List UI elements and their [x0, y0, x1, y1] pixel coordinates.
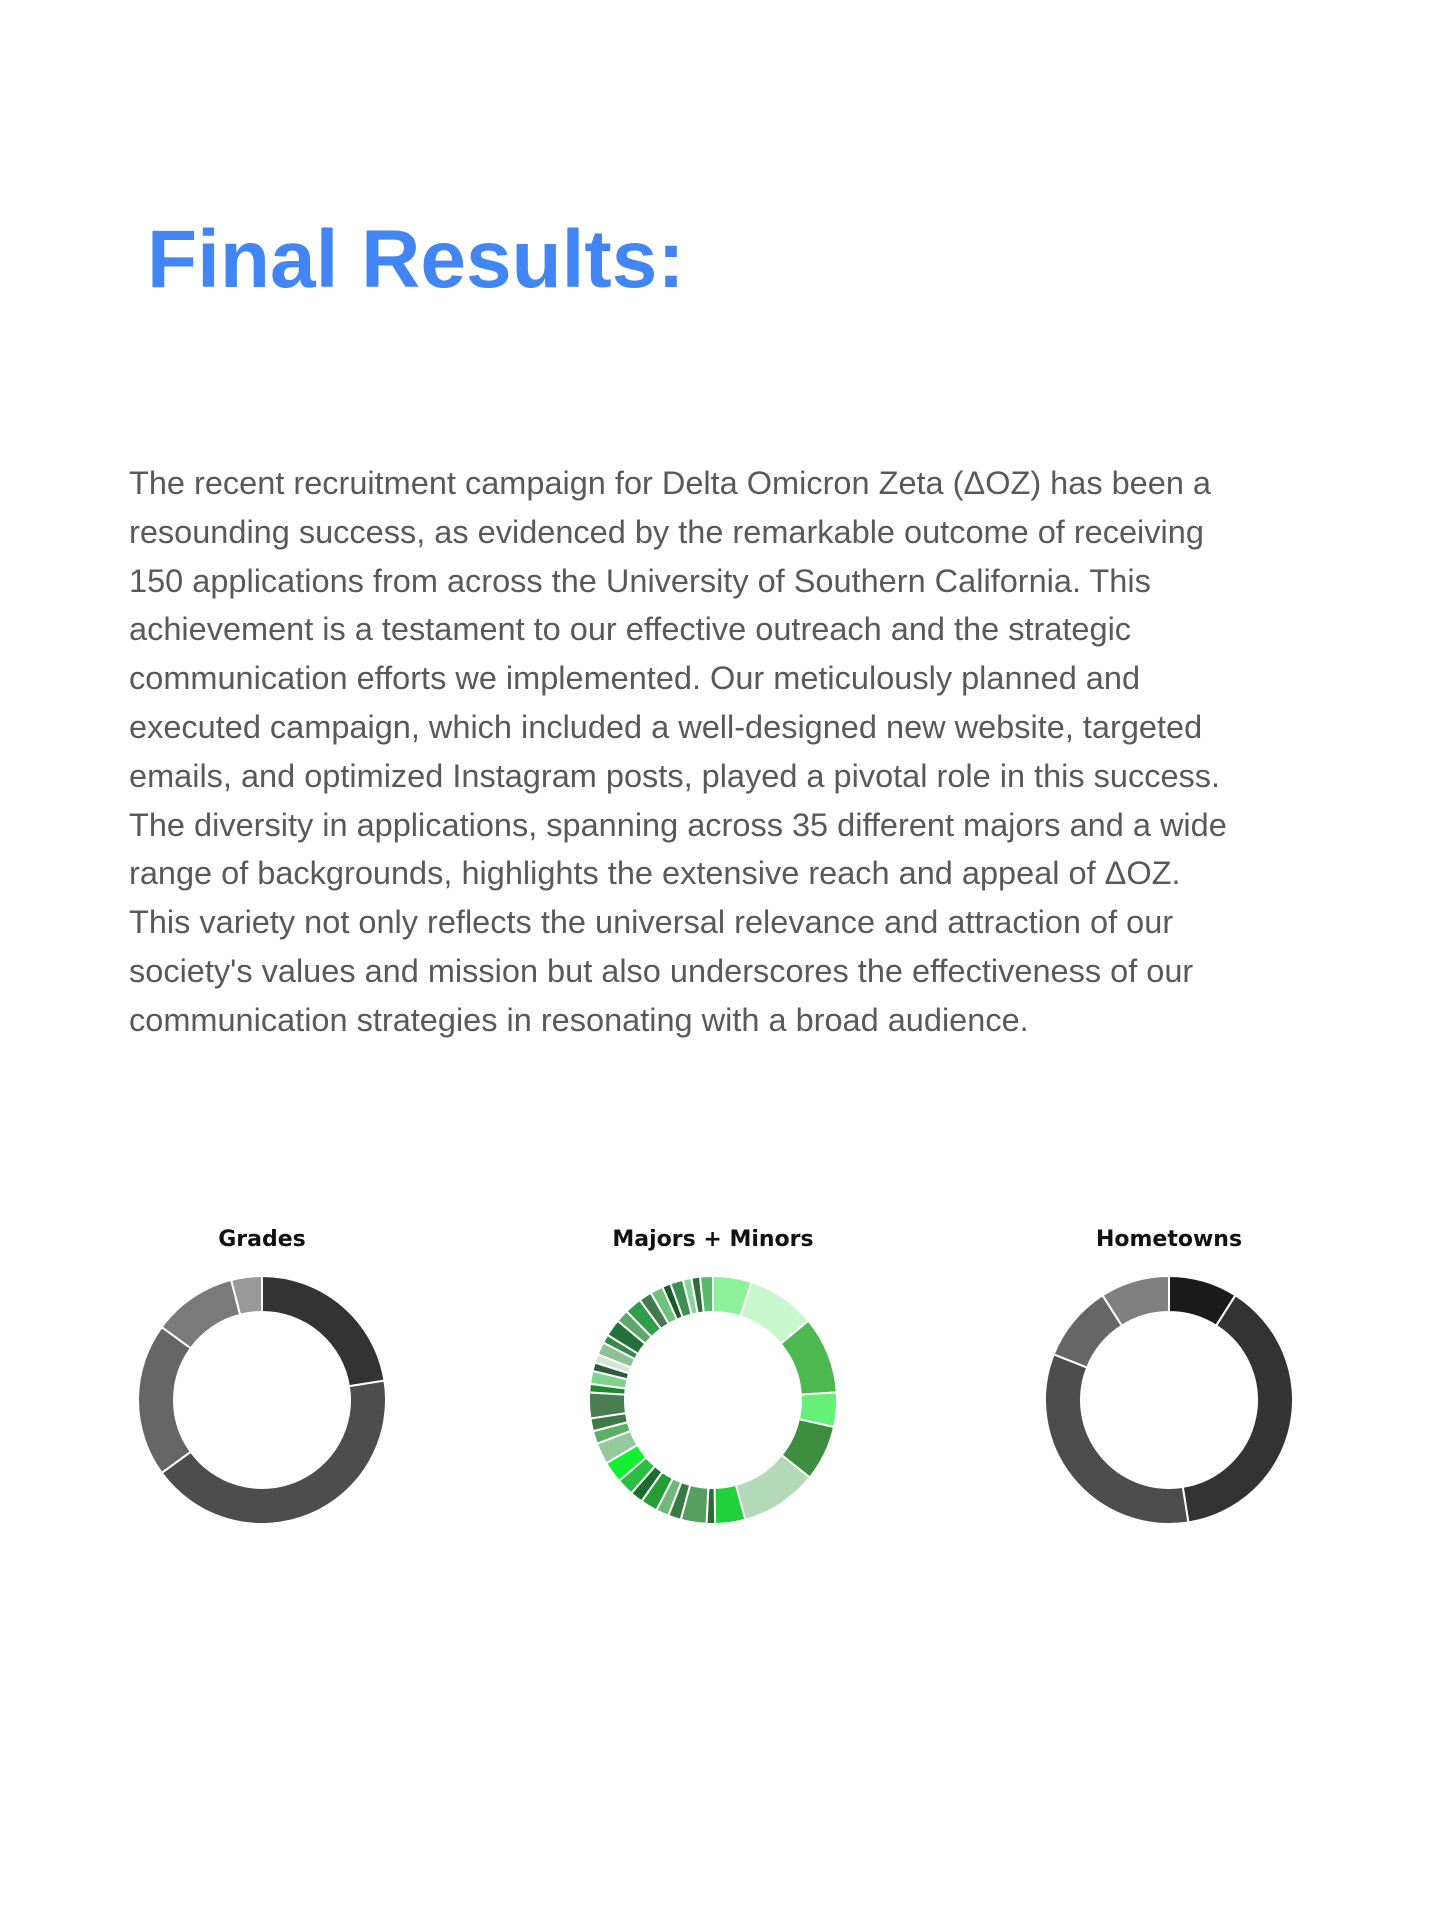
paragraph-line: The recent recruitment campaign for Delta Omicron Zeta (ΔOZ) has been a	[129, 465, 1212, 501]
donut-slice	[1045, 1354, 1188, 1524]
paragraph-line: communication efforts we implemented. Our meticulously planned and	[129, 660, 1141, 697]
grades-chart	[112, 1225, 412, 1545]
paragraph-line: achievement is a testament to our effective outreach and the strategic	[129, 611, 1132, 648]
paragraph-line: range of backgrounds, highlights the extensive reach and appeal of ΔOZ.	[129, 855, 1181, 892]
chart-title-hometowns: Hometowns	[1095, 1227, 1243, 1252]
majors-minors-chart	[563, 1225, 863, 1545]
page-title: Final Results:	[147, 214, 685, 305]
paragraph-line: resounding success, as evidenced by the remarkable outcome of receiving	[129, 513, 1204, 550]
grades-donut	[132, 1270, 392, 1530]
donut-slice	[589, 1392, 626, 1418]
majors-minors-donut	[583, 1270, 843, 1530]
paragraph-line: 150 applications from across the University of Southern California. This	[129, 562, 1151, 599]
donut-slice	[162, 1381, 386, 1524]
donut-slice	[1183, 1295, 1293, 1522]
paragraph-line: executed campaign, which included a well-designed new website, targeted	[129, 708, 1203, 745]
paragraph-line: communication strategies in resonating with a broad audience.	[129, 1001, 1029, 1038]
body-paragraph	[129, 459, 1329, 1045]
hometowns-chart	[1019, 1225, 1319, 1545]
chart-title-majors-minors: Majors + Minors	[612, 1227, 814, 1252]
paragraph-line: society's values and mission but also underscores the effectiveness of our	[129, 952, 1194, 989]
paragraph-line: emails, and optimized Instagram posts, played a pivotal role in this success.	[129, 757, 1221, 794]
donut-slice	[262, 1276, 384, 1386]
hometowns-donut	[1039, 1270, 1299, 1530]
paragraph-line: The diversity in applications, spanning across 35 different majors and a wide	[129, 806, 1227, 843]
chart-title-grades: Grades	[218, 1227, 306, 1252]
donut-slice	[138, 1327, 191, 1473]
paragraph-line: This variety not only reflects the universal relevance and attraction of our	[129, 904, 1174, 941]
